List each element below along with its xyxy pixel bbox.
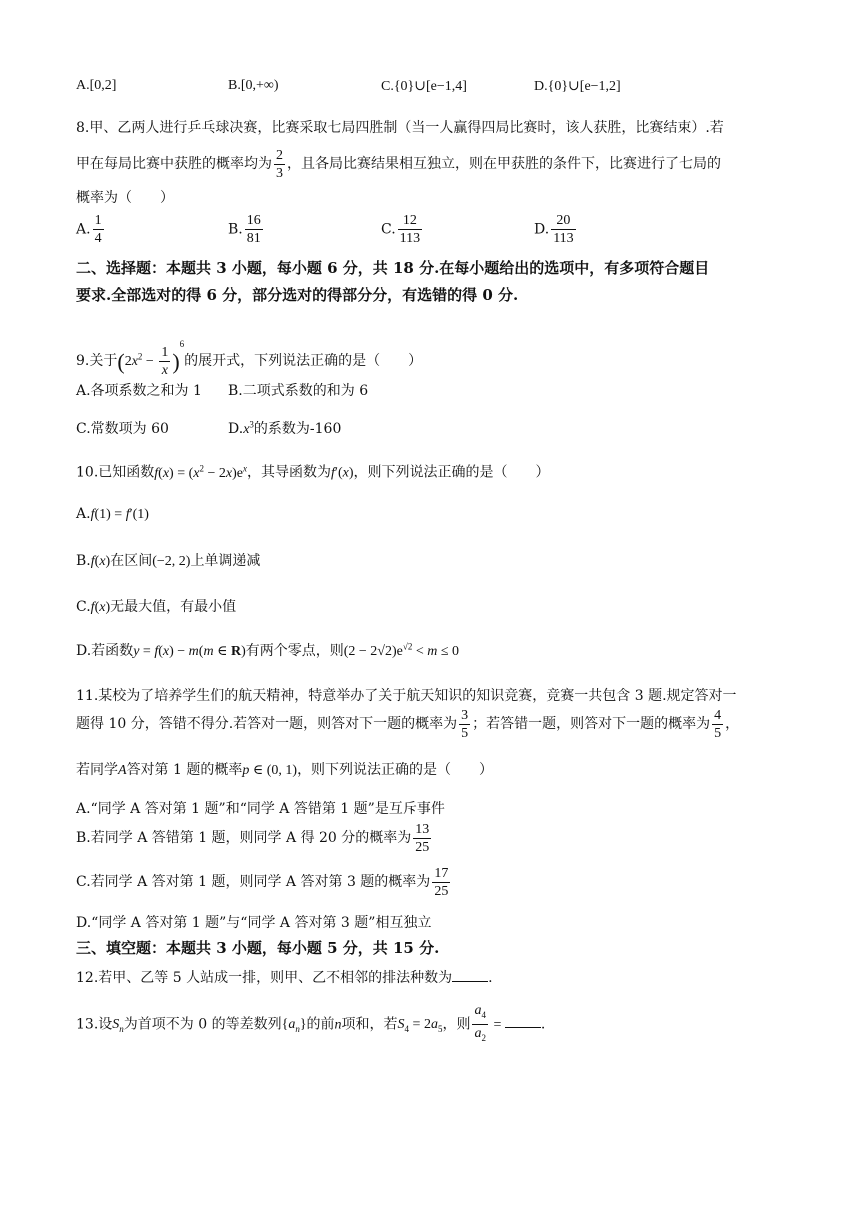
q9-stem: 9.关于($2x^2$ − $\frac{1}{x}$ )$^6$的展开式，下列说法正确的是（ ） xyxy=(76,339,423,379)
q9-option-a: A.各项系数之和为 1 xyxy=(76,383,202,399)
q11-option-a: A.“同学 A 答对第 1 题”和“同学 A 答错第 1 题”是互斥事件 xyxy=(76,801,445,817)
section2-heading-line2: 要求.全部选对的得 6 分，部分选对的得部分分，有选错的得 0 分. xyxy=(76,286,519,304)
q7-option-c: C.{0}∪[e−1,4] xyxy=(381,79,467,94)
q10-option-c: C.f(x)无最大值，有最小值 xyxy=(76,599,237,615)
q9-option-c: C.常数项为 60 xyxy=(76,421,169,437)
q10-option-d: D.若函数y = f(x) − m(m ∈ R)有两个零点，则$(2 - 2√2)e^{√2} < m \le 0$ xyxy=(76,641,460,659)
q11-option-d: D.“同学 A 答对第 1 题”与“同学 A 答对第 3 题”相互独立 xyxy=(76,915,432,931)
q13-answer-blank[interactable] xyxy=(505,1015,541,1028)
q10-option-a: A.f(1) = f′(1) xyxy=(76,506,149,522)
q8-stem-line1: 8.甲、乙两人进行乒乓球决赛，比赛采取七局四胜制（当一人赢得四局比赛时，该人获胜，比赛结束）.若 xyxy=(76,120,724,136)
q13-stem: 13.设$S_n$为首项不为 0 的等差数列$\{a_n\}$的前n项和，若$S_4 = 2a_5$，则 $\frac{a_4}{a_2}$ = . xyxy=(76,1003,546,1043)
q11-stem-line2: 题得 10 分，答错不得分.若答对一题，则答对下一题的概率为 $\frac{3}{5}$ ；若答错一题，则答对下一题的概率为 $\frac{4}{5}$ ， xyxy=(76,707,740,741)
q10-stem: 10.已知函数$f(x) = (x^2 - 2x)e^x$，其导函数为f′(x)，则下列说法正确的是（ ） xyxy=(76,463,550,481)
section2-heading-line1: 二、选择题：本题共 3 小题，每小题 6 分，共 18 分.在每小题给出的选项中，有多项符合题目 xyxy=(76,259,710,277)
q9-binomial-expression: ($2x^2$ − $\frac{1}{x}$ )$^6$ xyxy=(117,339,185,379)
section3-heading: 三、填空题：本题共 3 小题，每小题 5 分，共 15 分. xyxy=(76,939,440,957)
q8-option-a: A. $\frac{1}{4}$ xyxy=(76,213,102,246)
q11-stem-line1: 11.某校为了培养学生们的航天精神，特意举办了关于航天知识的知识竞赛，竞赛一共包含 3 题.规定答对一 xyxy=(76,688,737,704)
q8-prob-fraction: $\frac{2}{3}$ xyxy=(276,147,283,181)
q11-option-b: B.若同学 A 答错第 1 题，则同学 A 得 20 分的概率为 $\frac{13}{25}$ xyxy=(76,821,430,855)
q12-stem: 12.若甲、乙等 5 人站成一排，则甲、乙不相邻的排法种数为 . xyxy=(76,970,493,986)
q9-option-d: $D.x^3$的系数为-160 xyxy=(228,419,342,437)
q8-option-d: D. $\frac{20}{113}$ xyxy=(534,213,574,246)
q8-stem-line2: 甲在每局比赛中获胜的概率均为 $\frac{2}{3}$ ，且各局比赛结果相互独立，则在甲获胜的条件下，比赛进行了七局的 xyxy=(76,147,721,181)
q9-option-b: B.二项式系数的和为 6 xyxy=(228,383,369,399)
q11-stem-line3: 若同学A答对第 1 题的概率p ∈ (0, 1)，则下列说法正确的是（ ） xyxy=(76,762,494,778)
q7-option-a: A.[0,2] xyxy=(76,78,117,93)
q10-option-b: B.f(x)在区间(−2, 2)上单调递减 xyxy=(76,553,261,569)
q8-stem-line3: 概率为（ ） xyxy=(76,190,174,206)
q11-option-c: C.若同学 A 答对第 1 题，则同学 A 答对第 3 题的概率为 $\frac{17}{25}$ xyxy=(76,865,449,899)
q12-answer-blank[interactable] xyxy=(452,969,488,982)
q7-option-b: B.[0,+∞) xyxy=(228,78,279,93)
q8-option-b: B. $\frac{16}{81}$ xyxy=(228,213,261,246)
q8-option-c: C. $\frac{12}{113}$ xyxy=(381,213,421,246)
q7-option-d: D.{0}∪[e−1,2] xyxy=(534,79,621,94)
